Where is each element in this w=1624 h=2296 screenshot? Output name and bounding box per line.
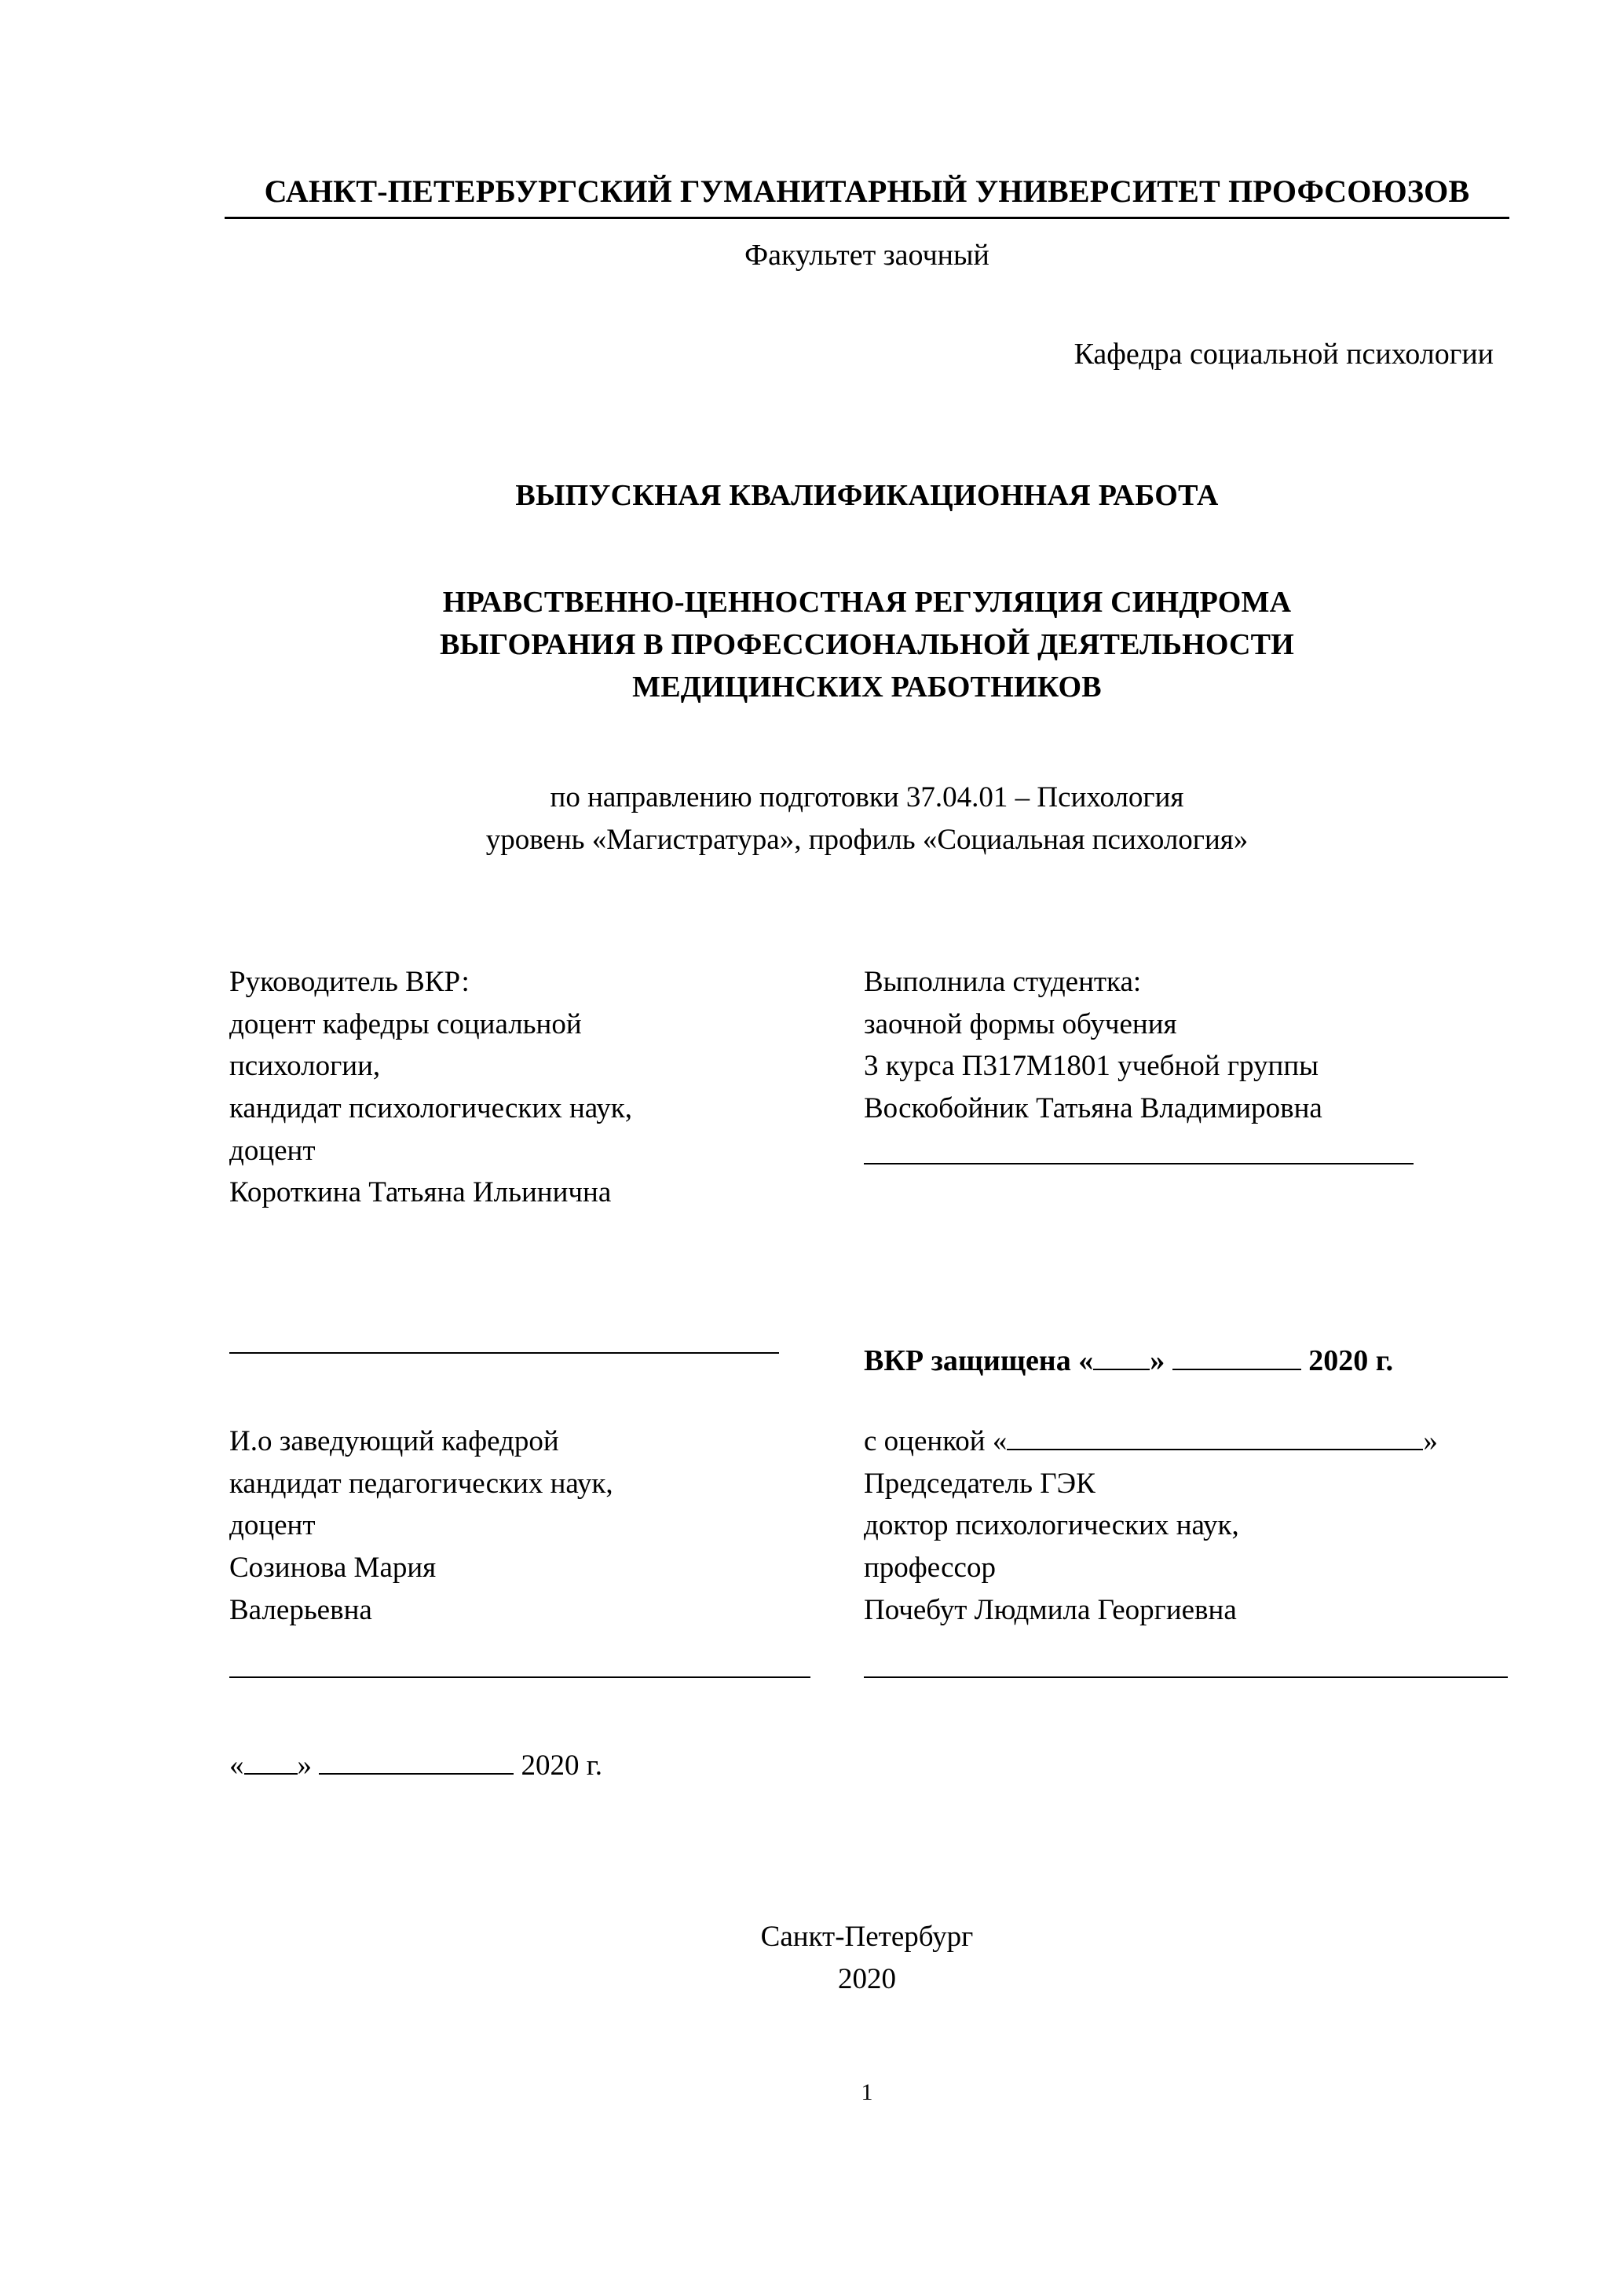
defense-day-blank [1093, 1369, 1150, 1370]
grade-line [864, 1420, 1509, 1463]
supervisor-signature-column [225, 1214, 845, 1383]
student-label: Выполнила студентка: [864, 966, 1142, 999]
student-signature-line [864, 1163, 1414, 1164]
defense-month-blank [1172, 1369, 1301, 1370]
signature-block-middle [225, 1214, 1509, 1383]
head-signature-column [225, 1676, 845, 1678]
supervisor-position-line-1: доцент кафедры социальной [229, 1007, 582, 1040]
chair-degree: доктор психологических наук, [864, 1509, 1239, 1542]
supervisor-rank: доцент [229, 1134, 316, 1167]
program-direction: по направлению подготовки 37.04.01 – Психология [550, 781, 1184, 813]
student-block [845, 961, 1509, 1214]
header-divider [225, 217, 1509, 219]
department-name: Кафедра социальной психологии [1074, 338, 1494, 371]
publication-place [225, 1916, 1509, 2000]
thesis-title [225, 582, 1509, 709]
document-type: ВЫПУСКНАЯ КВАЛИФИКАЦИОННАЯ РАБОТА [515, 479, 1219, 512]
supervisor-block [225, 961, 845, 1214]
thesis-title-line-3: МЕДИЦИНСКИХ РАБОТНИКОВ [632, 670, 1102, 704]
supervisor-degree: кандидат психологических наук, [229, 1092, 633, 1125]
thesis-title-line-2: ВЫГОРАНИЯ В ПРОФЕССИОНАЛЬНОЙ ДЕЯТЕЛЬНОСТИ [440, 627, 1294, 661]
date-line [225, 1749, 1509, 1782]
grade-blank [1007, 1449, 1423, 1450]
supervisor-name: Короткина Татьяна Ильинична [229, 1176, 612, 1209]
signature-block-top [225, 961, 1509, 1214]
supervisor-position-line-2: психологии, [229, 1050, 381, 1083]
head-name-line-2: Валерьевна [229, 1593, 372, 1626]
chair-signature-line [864, 1676, 1508, 1678]
chair-name: Почебут Людмила Георгиевна [864, 1593, 1237, 1626]
head-degree: кандидат педагогических наук, [229, 1467, 613, 1500]
head-name-line-1: Созинова Мария [229, 1552, 437, 1584]
chair-block [845, 1420, 1509, 1631]
head-rank: доцент [229, 1509, 316, 1542]
head-signature-line [229, 1676, 810, 1678]
university-name: САНКТ-ПЕТЕРБУРГСКИЙ ГУМАНИТАРНЫЙ УНИВЕРСИТЕТ ПРОФСОЮЗОВ [264, 174, 1470, 209]
date-month-blank [319, 1773, 514, 1775]
date-day-blank [244, 1773, 298, 1775]
city-name: Санкт-Петербург [760, 1921, 974, 1954]
date-quote-close: » [297, 1749, 312, 1782]
program-level: уровень «Магистратура», профиль «Социальная психология» [485, 823, 1249, 856]
defense-label-prefix: ВКР защищена « [864, 1344, 1094, 1377]
head-of-department-block [225, 1420, 845, 1631]
faculty-name: Факультет заочный [744, 239, 989, 272]
page-number: 1 [861, 2078, 873, 2105]
defense-line [864, 1340, 1509, 1383]
chair-rank: профессор [864, 1552, 996, 1584]
chair-signature-column [845, 1676, 1509, 1678]
defense-year: 2020 г. [1308, 1344, 1394, 1377]
defense-label-mid: » [1150, 1344, 1165, 1377]
supervisor-label: Руководитель ВКР: [229, 966, 470, 999]
grade-suffix: » [1423, 1425, 1438, 1458]
student-study-form: заочной формы обучения [864, 1007, 1177, 1040]
date-year: 2020 г. [521, 1749, 603, 1782]
supervisor-signature-line [229, 1352, 779, 1354]
chair-label: Председатель ГЭК [864, 1467, 1095, 1500]
bottom-signature-lines [225, 1676, 1509, 1678]
student-group: 3 курса П317М1801 учебной группы [864, 1050, 1319, 1083]
head-title: И.о заведующий кафедрой [229, 1425, 559, 1458]
grade-prefix: с оценкой « [864, 1425, 1008, 1458]
date-quote-open: « [229, 1749, 244, 1782]
student-name: Воскобойник Татьяна Владимировна [864, 1092, 1322, 1125]
defense-column [845, 1214, 1509, 1383]
signature-block-lower [225, 1420, 1509, 1631]
program-info [225, 777, 1509, 861]
document-content [225, 0, 1509, 2106]
thesis-title-line-1: НРАВСТВЕННО-ЦЕННОСТНАЯ РЕГУЛЯЦИЯ СИНДРОМА [442, 586, 1292, 619]
publication-year: 2020 [838, 1962, 896, 1995]
